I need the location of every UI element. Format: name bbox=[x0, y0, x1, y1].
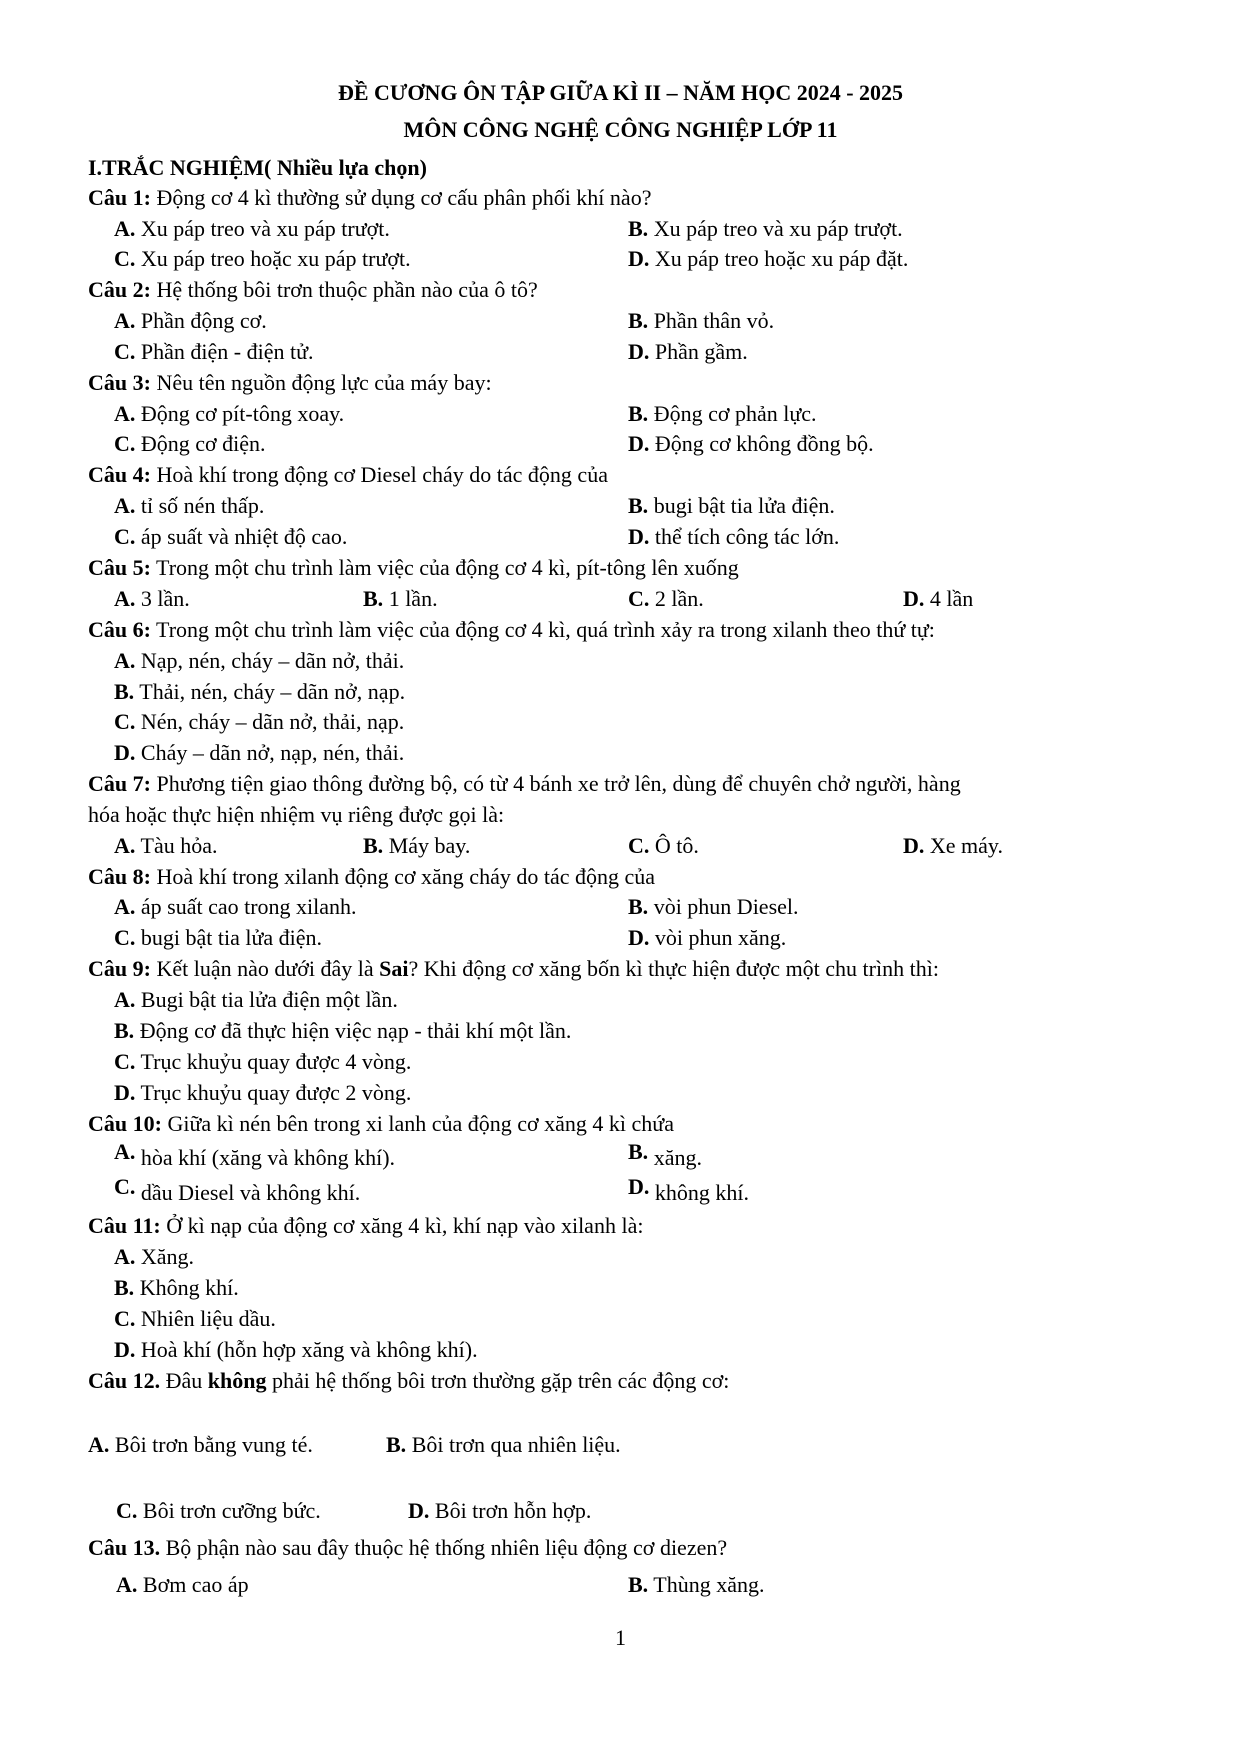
question-3: Câu 3: Nêu tên nguồn động lực của máy bay: bbox=[88, 370, 492, 395]
q5-option-b: B. 1 lần. bbox=[363, 586, 438, 611]
q12-option-a: A. Bôi trơn bằng vung té. bbox=[88, 1432, 313, 1457]
question-6: Câu 6: Trong một chu trình làm việc của động cơ 4 kì, quá trình xảy ra trong xilanh theo thứ tự: bbox=[88, 617, 935, 642]
section-heading: I.TRẮC NGHIỆM( Nhiều lựa chọn) bbox=[88, 155, 427, 180]
page-number: 1 bbox=[615, 1625, 626, 1650]
q3-option-a: A. Động cơ pít-tông xoay. bbox=[114, 401, 345, 426]
question-10: Câu 10: Giữa kì nén bên trong xi lanh của động cơ xăng 4 kì chứa bbox=[88, 1111, 674, 1136]
q8-option-a: A. áp suất cao trong xilanh. bbox=[114, 894, 357, 919]
question-8: Câu 8: Hoà khí trong xilanh động cơ xăng cháy do tác động của bbox=[88, 864, 656, 889]
q1-option-a: A. Xu páp treo và xu páp trượt. bbox=[114, 216, 390, 241]
q4-option-d: D. thể tích công tác lớn. bbox=[628, 524, 840, 549]
question-13: Câu 13. Bộ phận nào sau đây thuộc hệ thống nhiên liệu động cơ diezen? bbox=[88, 1535, 728, 1560]
q2-option-a: A. Phần động cơ. bbox=[114, 308, 267, 333]
q1-option-c: C. Xu páp treo hoặc xu páp trượt. bbox=[114, 246, 411, 271]
q11-option-c: C. Nhiên liệu dầu. bbox=[114, 1306, 276, 1331]
q8-option-c: C. bugi bật tia lửa điện. bbox=[114, 925, 323, 950]
q7-option-c: C. Ô tô. bbox=[628, 833, 699, 858]
document-title: ĐỀ CƯƠNG ÔN TẬP GIỮA KÌ II – NĂM HỌC 2024 - 2025 bbox=[337, 80, 904, 105]
q4-option-c: C. áp suất và nhiệt độ cao. bbox=[114, 524, 348, 549]
question-2: Câu 2: Hệ thống bôi trơn thuộc phần nào của ô tô? bbox=[88, 277, 538, 302]
q6-option-d: D. Cháy – dãn nở, nạp, nén, thải. bbox=[114, 740, 405, 765]
q5-option-a: A. 3 lần. bbox=[114, 586, 190, 611]
q5-option-d: D. 4 lần bbox=[903, 586, 974, 611]
q2-option-c: C. Phần điện - điện tử. bbox=[114, 339, 314, 364]
q2-option-d: D. Phần gầm. bbox=[628, 339, 748, 364]
q12-option-d: D. Bôi trơn hỗn hợp. bbox=[408, 1498, 592, 1523]
question-4: Câu 4: Hoà khí trong động cơ Diesel cháy do tác động của bbox=[88, 462, 608, 487]
q6-option-c: C. Nén, cháy – dãn nở, thải, nạp. bbox=[114, 709, 405, 734]
q4-option-a: A. tỉ số nén thấp. bbox=[114, 493, 265, 518]
question-7-continued: hóa hoặc thực hiện nhiệm vụ riêng được gọi là: bbox=[88, 802, 505, 827]
q7-option-b: B. Máy bay. bbox=[363, 833, 471, 858]
q9-option-b: B. Động cơ đã thực hiện việc nạp - thải khí một lần. bbox=[114, 1018, 572, 1043]
q12-option-c: C. Bôi trơn cưỡng bức. bbox=[116, 1498, 321, 1523]
q10-option-c: C. dầu Diesel và không khí. bbox=[114, 1174, 361, 1205]
q12-option-b: B. Bôi trơn qua nhiên liệu. bbox=[386, 1432, 621, 1457]
q1-option-b: B. Xu páp treo và xu páp trượt. bbox=[628, 216, 903, 241]
q3-option-b: B. Động cơ phản lực. bbox=[628, 401, 817, 426]
q2-option-b: B. Phần thân vỏ. bbox=[628, 308, 775, 333]
question-1: Câu 1: Động cơ 4 kì thường sử dụng cơ cấu phân phối khí nào? bbox=[88, 185, 652, 210]
q8-option-b: B. vòi phun Diesel. bbox=[628, 894, 799, 919]
q11-option-d: D. Hoà khí (hỗn hợp xăng và không khí). bbox=[114, 1337, 478, 1362]
q7-option-a: A. Tàu hỏa. bbox=[114, 833, 218, 858]
q11-option-a: A. Xăng. bbox=[114, 1244, 195, 1269]
question-7: Câu 7: Phương tiện giao thông đường bộ, có từ 4 bánh xe trở lên, dùng để chuyên chở người, hàng bbox=[88, 771, 961, 796]
q10-option-d: D. không khí. bbox=[628, 1174, 750, 1205]
question-9: Câu 9: Kết luận nào dưới đây là Sai? Khi động cơ xăng bốn kì thực hiện được một chu trình thì: bbox=[88, 956, 939, 981]
q3-option-d: D. Động cơ không đồng bộ. bbox=[628, 431, 874, 456]
q9-option-a: A. Bugi bật tia lửa điện một lần. bbox=[114, 987, 398, 1012]
q10-option-b: B. xăng. bbox=[628, 1139, 702, 1170]
question-12: Câu 12. Đâu không phải hệ thống bôi trơn thường gặp trên các động cơ: bbox=[88, 1368, 730, 1393]
q6-option-b: B. Thải, nén, cháy – dãn nở, nạp. bbox=[114, 679, 406, 704]
q3-option-c: C. Động cơ điện. bbox=[114, 431, 266, 456]
q13-option-a: A. Bơm cao áp bbox=[116, 1572, 249, 1597]
q4-option-b: B. bugi bật tia lửa điện. bbox=[628, 493, 835, 518]
q7-option-d: D. Xe máy. bbox=[903, 833, 1003, 858]
q6-option-a: A. Nạp, nén, cháy – dãn nở, thải. bbox=[114, 648, 405, 673]
document-subtitle: MÔN CÔNG NGHỆ CÔNG NGHIỆP LỚP 11 bbox=[403, 117, 838, 142]
question-11: Câu 11: Ở kì nạp của động cơ xăng 4 kì, khí nạp vào xilanh là: bbox=[88, 1213, 644, 1238]
q10-option-a: A. hòa khí (xăng và không khí). bbox=[114, 1139, 396, 1170]
q11-option-b: B. Không khí. bbox=[114, 1275, 239, 1300]
q9-option-d: D. Trục khuỷu quay được 2 vòng. bbox=[114, 1080, 412, 1105]
q1-option-d: D. Xu páp treo hoặc xu páp đặt. bbox=[628, 246, 909, 271]
q13-option-b: B. Thùng xăng. bbox=[628, 1572, 765, 1597]
q8-option-d: D. vòi phun xăng. bbox=[628, 925, 787, 950]
q5-option-c: C. 2 lần. bbox=[628, 586, 704, 611]
q9-option-c: C. Trục khuỷu quay được 4 vòng. bbox=[114, 1049, 412, 1074]
question-5: Câu 5: Trong một chu trình làm việc của động cơ 4 kì, pít-tông lên xuống bbox=[88, 555, 739, 580]
